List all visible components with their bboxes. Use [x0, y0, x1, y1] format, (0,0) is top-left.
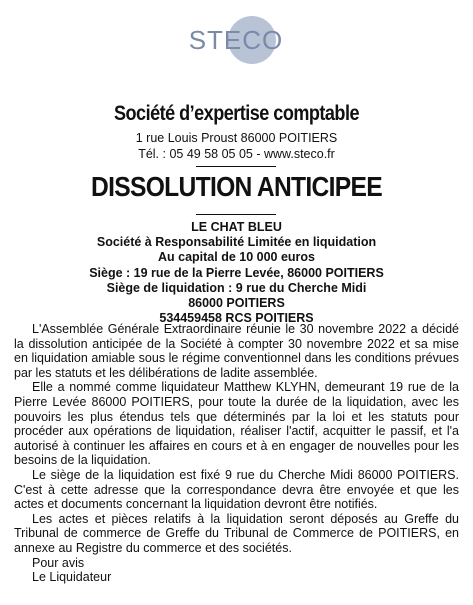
paragraph-filing: Les actes et pièces relatifs à la liquidation seront déposés au Greffe du Tribunal de commerce de Greffe du Tribunal de Commerce de POITIERS, en annexe au Registre du commerce et des sociétés.	[14, 511, 459, 555]
notice-body	[14, 322, 459, 585]
closing-line: Pour avis	[32, 555, 85, 570]
company-block	[0, 220, 473, 326]
signature-line: Le Liquidateur	[32, 570, 112, 585]
paragraph-liquidator: Elle a nommé comme liquidateur Matthew KLYHN, demeurant 19 rue de la Pierre Levée 86000 POITIERS, pour toute la durée de la liquidation, avec les pouvoirs les plus étendus tels que déterminés par la loi et les statuts pour procéder aux opérations de liquidation, réaliser l'actif, acquitter le passif, et l'a autorisé à continuer les affaires en cours et à en engager de nouvelles pour les besoins de la liquidation.	[14, 380, 459, 468]
paragraph-dissolution: L'Assemblée Générale Extraordinaire réunie le 30 novembre 2022 a décidé la dissolution anticipée de la Société à compter 30 novembre 2022 et sa mise en liquidation amiable sous le régime conventionnel dans les conditions prévues par les statuts et les délibérations de ladite assemblée.	[14, 322, 459, 380]
company-rcs: 534459458 RCS POITIERS	[159, 311, 314, 326]
firm-address: 1 rue Louis Proust 86000 POITIERS	[135, 131, 338, 145]
steco-logo	[176, 14, 300, 74]
company-siege: Siège : 19 rue de la Pierre Levée, 86000 POITIERS	[89, 265, 384, 280]
company-liquidation-seat: Siège de liquidation : 9 rue du Cherche Midi	[106, 280, 367, 295]
notice-headline: DISSOLUTION ANTICIPEE	[91, 171, 382, 202]
company-form: Société à Responsabilité Limitée en liquidation	[96, 235, 377, 250]
firm-name: Société d’expertise comptable	[113, 102, 359, 125]
logo-text: STECO	[188, 25, 284, 55]
divider-top	[196, 166, 276, 167]
divider-bottom	[196, 214, 276, 215]
company-capital: Au capital de 10 000 euros	[157, 250, 315, 265]
company-name: LE CHAT BLEU	[191, 220, 282, 234]
paragraph-liquidation-seat: Le siège de la liquidation est fixé 9 rue du Cherche Midi 86000 POITIERS. C'est à cette adresse que la correspondance devra être envoyée et que les actes et documents concernant la liquidation devront être notifiés.	[14, 467, 459, 512]
firm-contact: Tél. : 05 49 58 05 05 - www.steco.fr	[138, 147, 335, 161]
company-liquidation-city: 86000 POITIERS	[188, 296, 285, 311]
